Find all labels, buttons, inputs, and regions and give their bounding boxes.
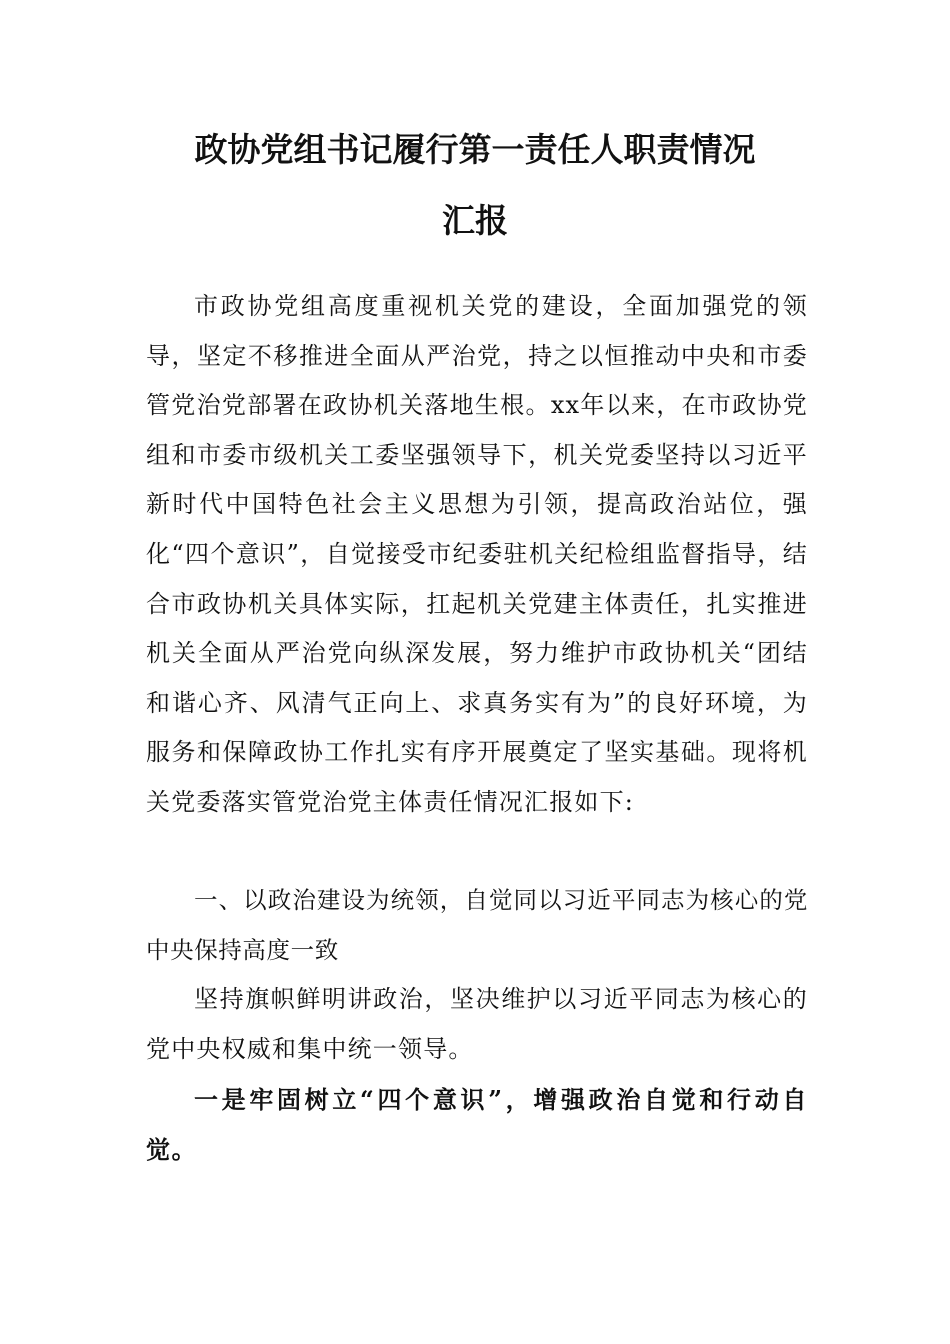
- subsection-1-heading: 一是牢固树立“四个意识”，增强政治自觉和行动自觉。: [146, 1085, 808, 1164]
- section-1-heading: 一、以政治建设为统领，自觉同以习近平同志为核心的党中央保持高度一致: [146, 886, 808, 964]
- section-1-paragraph: 坚持旗帜鲜明讲政治，坚决维护以习近平同志为核心的党中央权威和集中统一领导。: [146, 985, 808, 1063]
- intro-paragraph: 市政协党组高度重视机关党的建设，全面加强党的领导，坚定不移推进全面从严治党，持之以恒推动中央和市委管党治党部署在政协机关落地生根。xx年以来，在市政协党组和市委市级机关工委坚强领导下，机关党委坚持以习近平新时代中国特色社会主义思想为引领，提高政治站位，强化“四个意识”，自觉接受市纪委驻机关纪检组监督指导，结合市政协机关具体实际，扛起机关党建主体责任，扎实推进机关全面从严治党向纵深发展，努力维护市政协机关“团结和谐心齐、风清气正向上、求真务实有为”的良好环境，为服务和保障政协工作扎实有序开展奠定了坚实基础。现将机关党委落实管党治党主体责任情况汇报如下:: [146, 292, 808, 816]
- document-title-line-1: 政协党组书记履行第一责任人职责情况: [194, 130, 756, 169]
- document-title-line-2: 汇报: [442, 201, 508, 240]
